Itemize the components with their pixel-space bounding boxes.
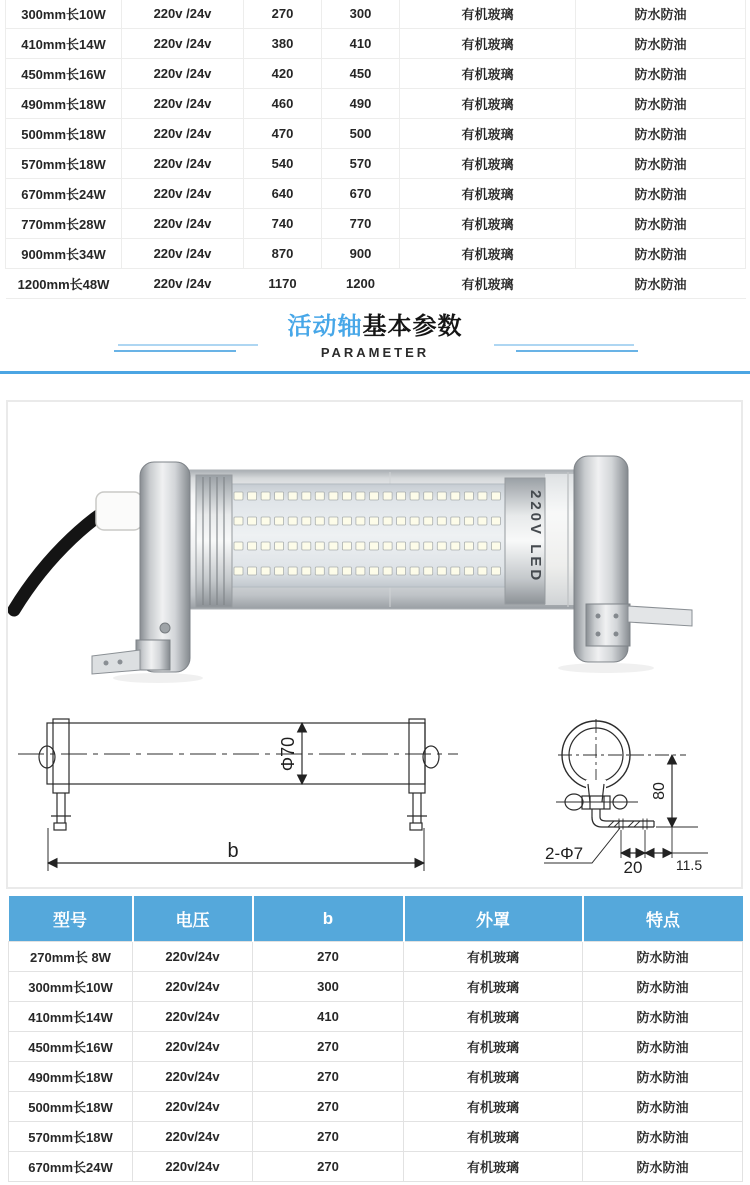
table-cell: 防水防油 — [576, 0, 746, 29]
table-row — [6, 59, 746, 89]
table-cell: 有机玻璃 — [400, 269, 576, 299]
table-cell: 防水防油 — [583, 942, 743, 972]
table-cell: 220v /24v — [122, 89, 244, 119]
decorative-line — [494, 344, 634, 346]
decorative-line — [118, 344, 258, 346]
table-cell: 220v /24v — [122, 149, 244, 179]
right-foot-flange — [628, 606, 692, 626]
table-cell: 420 — [244, 59, 322, 89]
table-row — [9, 1032, 743, 1062]
table-cell: 270 — [253, 1062, 404, 1092]
table-cell: 220v/24v — [133, 1062, 253, 1092]
table-row — [6, 239, 746, 269]
dimension-label-holes: 2-Φ7 — [545, 844, 584, 863]
table-cell: 740 — [244, 209, 322, 239]
dimension-label-height: 80 — [651, 782, 668, 800]
section-subtitle: PARAMETER — [320, 345, 430, 360]
table-cell: 270 — [253, 1152, 404, 1182]
section-title-rest: 基本参数 — [362, 313, 463, 340]
table-cell: 270 — [253, 1092, 404, 1122]
table-cell: 770mm长28W — [6, 209, 122, 239]
table-cell: 670 — [322, 179, 400, 209]
dimension-drawing — [8, 696, 741, 888]
table-cell: 570mm长18W — [6, 149, 122, 179]
mount-hole — [118, 660, 123, 665]
table-cell: 410 — [253, 1002, 404, 1032]
clamp-end-view — [544, 719, 708, 863]
spec-table-bottom-head — [9, 896, 743, 942]
spec-table-top — [5, 0, 746, 299]
table-cell: 410mm长14W — [6, 29, 122, 59]
table-cell: 防水防油 — [583, 1092, 743, 1122]
blue-divider-line — [0, 371, 750, 374]
table-cell: 410 — [322, 29, 400, 59]
table-cell: 570 — [322, 149, 400, 179]
table-cell: 220v /24v — [122, 269, 244, 299]
table-cell: 220v/24v — [133, 1092, 253, 1122]
table-cell: 220v/24v — [133, 1032, 253, 1062]
product-photo-illustration — [8, 404, 741, 694]
table-cell: 490mm长18W — [9, 1062, 133, 1092]
table-cell: 防水防油 — [576, 179, 746, 209]
table-cell: 有机玻璃 — [400, 119, 576, 149]
mount-hole — [104, 661, 109, 666]
table-cell: 270 — [253, 1032, 404, 1062]
table-cell: 有机玻璃 — [400, 29, 576, 59]
table-row — [6, 0, 746, 29]
table-cell: 220v /24v — [122, 0, 244, 29]
product-image-box — [6, 400, 743, 889]
table-cell: 防水防油 — [576, 29, 746, 59]
table-row — [6, 119, 746, 149]
table-cell: 220v /24v — [122, 29, 244, 59]
right-foot-plate — [586, 604, 630, 646]
table-cell: 防水防油 — [576, 269, 746, 299]
table-cell: 410mm长14W — [9, 1002, 133, 1032]
table-cell: 1200 — [322, 269, 400, 299]
table-cell: 1170 — [244, 269, 322, 299]
table-row — [6, 179, 746, 209]
table-row — [9, 972, 743, 1002]
column-header: 电压 — [133, 896, 253, 942]
table-row — [9, 942, 743, 972]
table-cell: 900 — [322, 239, 400, 269]
column-header: 外罩 — [404, 896, 583, 942]
table-row — [9, 1092, 743, 1122]
table-cell: 220v/24v — [133, 942, 253, 972]
table-cell: 有机玻璃 — [400, 179, 576, 209]
table-cell: 500mm长18W — [9, 1092, 133, 1122]
shadow — [113, 673, 203, 683]
table-cell: 220v/24v — [133, 1002, 253, 1032]
table-cell: 有机玻璃 — [400, 209, 576, 239]
section-header — [0, 313, 750, 360]
left-foot-plate — [136, 640, 170, 670]
table-cell: 450mm长16W — [6, 59, 122, 89]
table-row — [9, 1152, 743, 1182]
section-title — [0, 313, 750, 341]
table-row — [6, 89, 746, 119]
table-cell: 有机玻璃 — [404, 1122, 583, 1152]
tube-marking-text: 220V LED — [527, 490, 544, 584]
table-cell: 有机玻璃 — [400, 59, 576, 89]
table-cell: 450mm长16W — [9, 1032, 133, 1062]
table-cell: 540 — [244, 149, 322, 179]
cable-gland — [96, 492, 142, 530]
table-cell: 870 — [244, 239, 322, 269]
table-cell: 有机玻璃 — [400, 239, 576, 269]
table-cell: 防水防油 — [583, 1122, 743, 1152]
table-row — [6, 269, 746, 299]
table-cell: 490mm长18W — [6, 89, 122, 119]
table-row — [9, 1062, 743, 1092]
dimension-label-diameter: Φ70 — [278, 736, 298, 772]
table-cell: 670mm长24W — [9, 1152, 133, 1182]
table-cell: 有机玻璃 — [404, 942, 583, 972]
column-header: b — [253, 896, 404, 942]
table-cell: 防水防油 — [576, 59, 746, 89]
table-cell: 300mm长10W — [9, 972, 133, 1002]
table-cell: 防水防油 — [583, 1152, 743, 1182]
table-cell: 640 — [244, 179, 322, 209]
table-cell: 有机玻璃 — [400, 89, 576, 119]
table-cell: 300mm长10W — [6, 0, 122, 29]
table-cell: 防水防油 — [576, 149, 746, 179]
table-row — [6, 29, 746, 59]
table-cell: 460 — [244, 89, 322, 119]
table-cell: 450 — [322, 59, 400, 89]
column-header: 特点 — [583, 896, 743, 942]
table-cell: 470 — [244, 119, 322, 149]
column-header: 型号 — [9, 896, 133, 942]
table-cell: 有机玻璃 — [404, 972, 583, 1002]
table-cell: 有机玻璃 — [400, 0, 576, 29]
table-cell: 500 — [322, 119, 400, 149]
table-cell: 900mm长34W — [6, 239, 122, 269]
table-cell: 270 — [244, 0, 322, 29]
spec-table-bottom-body — [9, 942, 743, 1182]
table-cell: 500mm长18W — [6, 119, 122, 149]
table-cell: 770 — [322, 209, 400, 239]
table-cell: 防水防油 — [583, 972, 743, 1002]
table-cell: 防水防油 — [576, 119, 746, 149]
table-cell: 有机玻璃 — [404, 1092, 583, 1122]
table-cell: 防水防油 — [583, 1032, 743, 1062]
table-cell: 防水防油 — [576, 239, 746, 269]
shadow — [558, 663, 654, 673]
table-cell: 有机玻璃 — [400, 149, 576, 179]
table-cell: 220v/24v — [133, 1122, 253, 1152]
table-cell: 有机玻璃 — [404, 1152, 583, 1182]
table-cell: 防水防油 — [576, 209, 746, 239]
table-cell: 670mm长24W — [6, 179, 122, 209]
table-row — [6, 209, 746, 239]
table-row — [9, 1002, 743, 1032]
table-cell: 220v /24v — [122, 239, 244, 269]
table-cell: 220v /24v — [122, 59, 244, 89]
strap-bolt — [160, 623, 170, 633]
table-cell: 570mm长18W — [9, 1122, 133, 1152]
table-cell: 防水防油 — [583, 1002, 743, 1032]
section-title-highlight: 活动轴 — [287, 313, 363, 340]
table-cell: 防水防油 — [576, 89, 746, 119]
dimension-label-hole-spacing: 20 — [623, 858, 643, 877]
header-row — [9, 896, 743, 942]
table-cell: 1200mm长48W — [6, 269, 122, 299]
table-cell: 220v /24v — [122, 119, 244, 149]
table-row — [9, 1122, 743, 1152]
table-cell: 防水防油 — [583, 1062, 743, 1092]
table-cell: 270mm长 8W — [9, 942, 133, 972]
table-cell: 300 — [253, 972, 404, 1002]
table-cell: 有机玻璃 — [404, 1032, 583, 1062]
decorative-line — [114, 350, 236, 352]
ribbed-end-cap — [196, 475, 232, 607]
table-cell: 300 — [322, 0, 400, 29]
table-cell: 有机玻璃 — [404, 1002, 583, 1032]
table-cell: 有机玻璃 — [404, 1062, 583, 1092]
dimension-label-edge-offset: 11.5 — [675, 857, 703, 873]
spec-table-bottom — [8, 896, 743, 1182]
table-cell: 490 — [322, 89, 400, 119]
table-cell: 270 — [253, 942, 404, 972]
table-cell: 220v /24v — [122, 209, 244, 239]
table-cell: 220v /24v — [122, 179, 244, 209]
table-cell: 270 — [253, 1122, 404, 1152]
spec-table-top-body — [6, 0, 746, 299]
table-cell: 220v/24v — [133, 972, 253, 1002]
table-row — [6, 149, 746, 179]
table-cell: 380 — [244, 29, 322, 59]
left-foot-flange — [92, 650, 140, 674]
table-cell: 220v/24v — [133, 1152, 253, 1182]
decorative-line — [516, 350, 638, 352]
dimension-label-length: b — [227, 840, 239, 862]
